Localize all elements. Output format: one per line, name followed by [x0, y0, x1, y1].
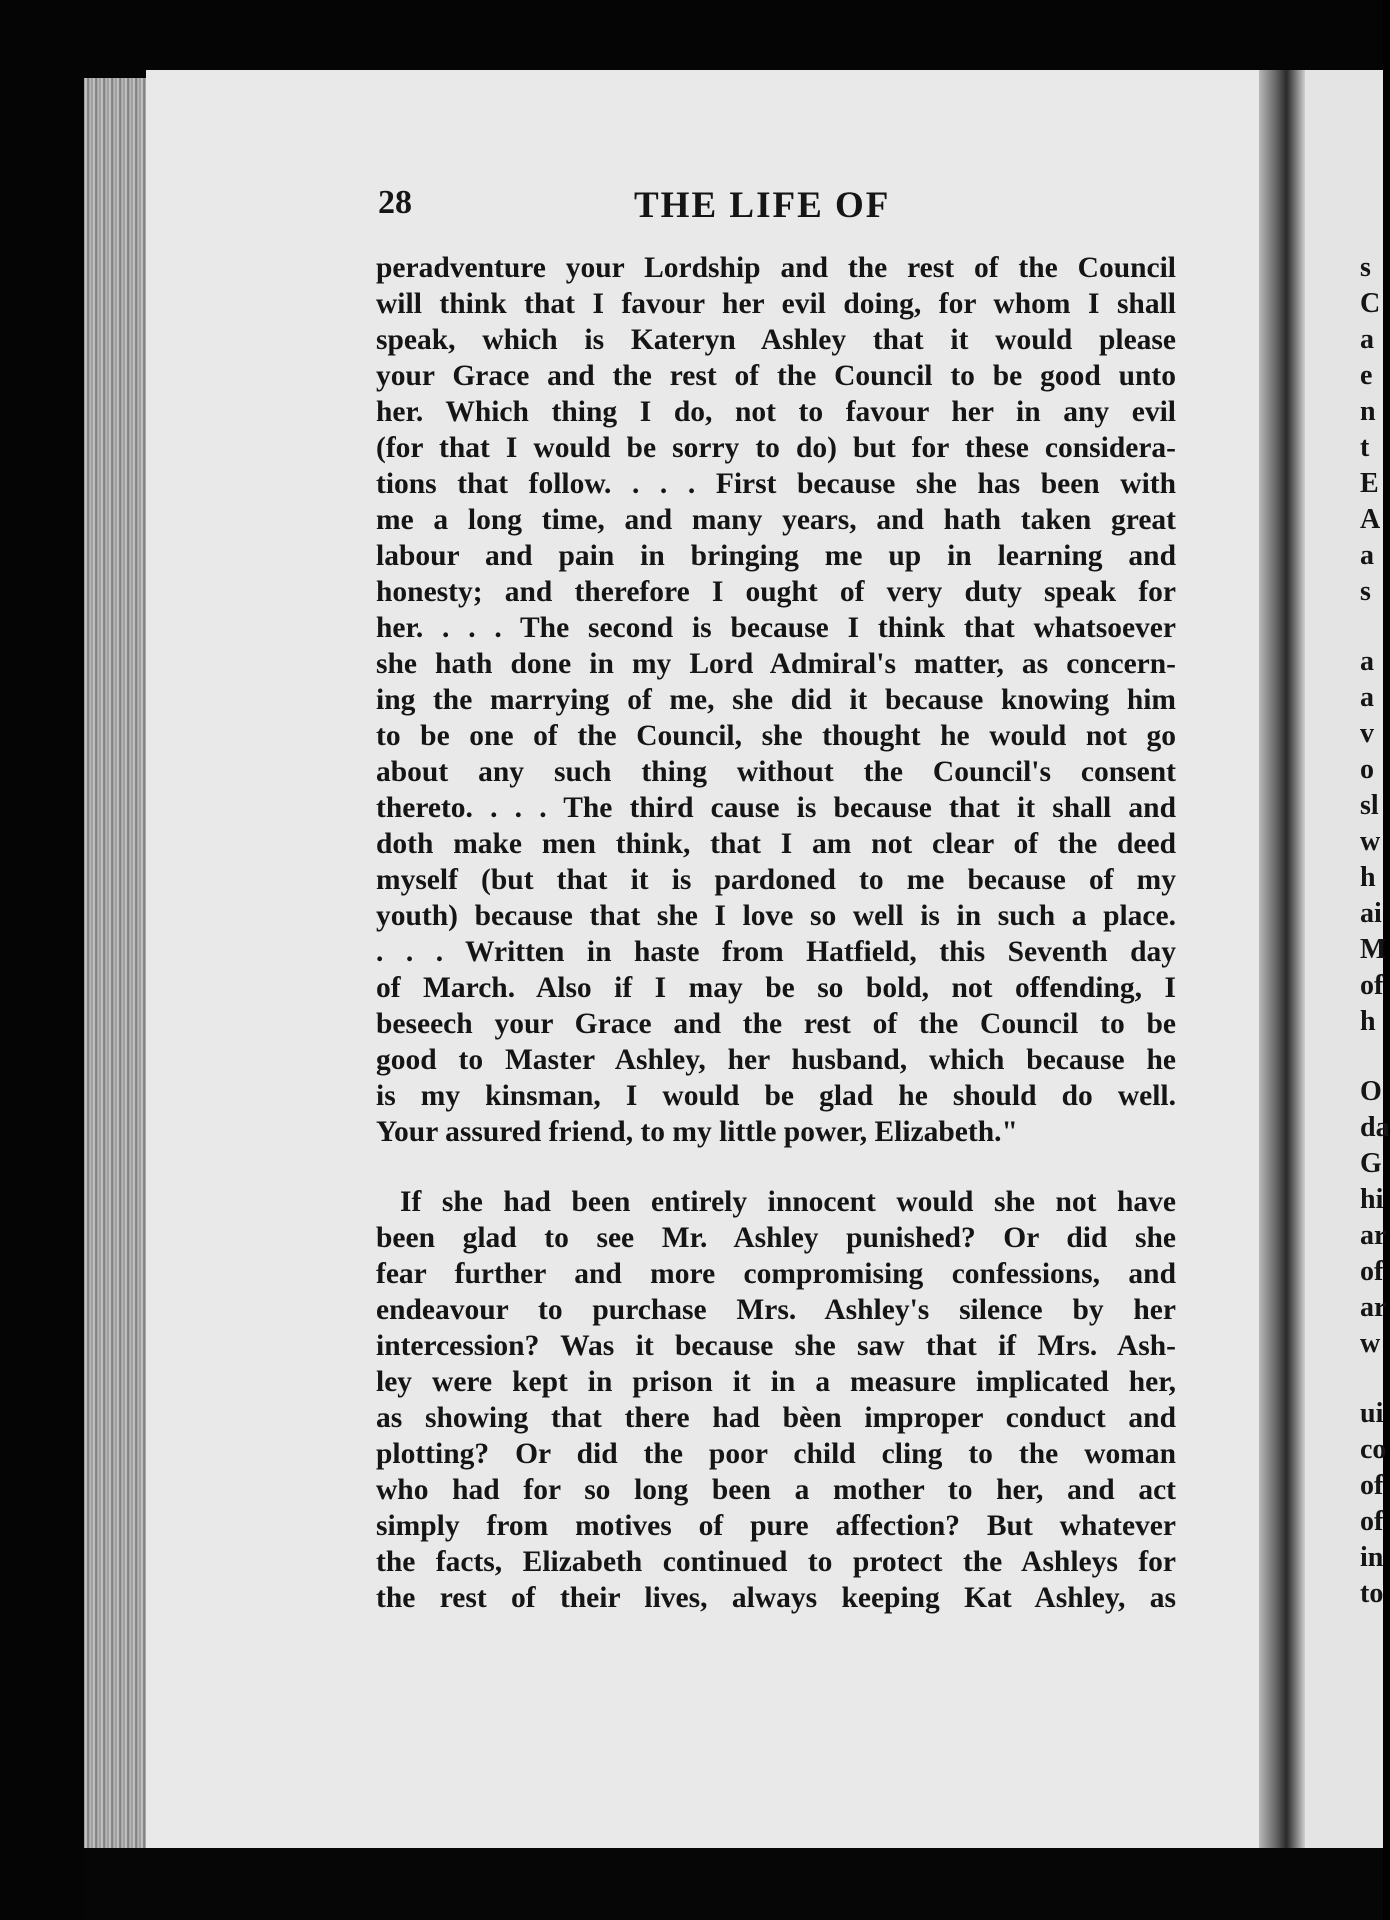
fragment: in	[1360, 1542, 1384, 1573]
commentary-paragraph	[376, 1184, 1176, 1616]
fragment: n	[1360, 396, 1376, 427]
text-line: me a long time, and many years, and hath taken great	[376, 504, 1176, 536]
fragment-gap	[1360, 1040, 1383, 1074]
fragment: co	[1360, 1434, 1387, 1465]
running-head	[378, 184, 1178, 234]
text-line: who had for so long been a mother to her, and act	[376, 1474, 1176, 1506]
fragment: to	[1360, 1578, 1384, 1609]
text-line: youth) because that she I love so well is in such a place.	[376, 900, 1176, 932]
fragment: a	[1360, 646, 1374, 677]
fragment-gap	[1360, 1362, 1383, 1396]
opposite-page-text-fragments	[1360, 250, 1390, 1612]
fragment: s	[1360, 576, 1371, 607]
text-line: to be one of the Council, she thought he would not go	[376, 720, 1176, 752]
text-line: the rest of their lives, always keeping Kat Ashley, as	[376, 1582, 1176, 1614]
text-line: ing the marrying of me, she did it because knowing him	[376, 684, 1176, 716]
text-line: the facts, Elizabeth continued to protect the Ashleys for	[376, 1546, 1176, 1578]
fragment: E	[1360, 468, 1379, 499]
fragment: O	[1360, 1076, 1382, 1107]
text-line: honesty; and therefore I ought of very duty speak for	[376, 576, 1176, 608]
text-line: simply from motives of pure affection? But whatever	[376, 1510, 1176, 1542]
text-line: Your assured friend, to my little power, Elizabeth."	[376, 1116, 1018, 1148]
fragment: h	[1360, 1006, 1376, 1037]
body-text	[376, 250, 1176, 1616]
text-line: thereto. . . . The third cause is because that it shall and	[376, 792, 1176, 824]
text-line: plotting? Or did the poor child cling to the woman	[376, 1438, 1176, 1470]
text-line: is my kinsman, I would be glad he should do well.	[376, 1080, 1176, 1112]
page-edge-stack	[84, 78, 146, 1848]
fragment: hi	[1360, 1184, 1384, 1215]
fragment: v	[1360, 718, 1374, 749]
text-line: speak, which is Kateryn Ashley that it would please	[376, 324, 1176, 356]
text-line: been glad to see Mr. Ashley punished? Or did she	[376, 1222, 1176, 1254]
text-line: as showing that there had bèen improper conduct and	[376, 1402, 1176, 1434]
fragment: a	[1360, 540, 1374, 571]
fragment: e	[1360, 360, 1373, 391]
fragment: of	[1360, 1506, 1384, 1537]
fragment: of	[1360, 1470, 1384, 1501]
fragment: s	[1360, 252, 1371, 283]
fragment: sl	[1360, 790, 1379, 821]
page-number: 28	[378, 184, 412, 221]
fragment: o	[1360, 754, 1374, 785]
fragment: t	[1360, 432, 1370, 463]
text-line: she hath done in my Lord Admiral's matter, as concern-	[376, 648, 1176, 680]
text-line: myself (but that it is pardoned to me because of my	[376, 864, 1176, 896]
fragment: M	[1360, 934, 1387, 965]
text-line: her. . . . The second is because I think that whatsoever	[376, 612, 1176, 644]
book-gutter	[1259, 70, 1305, 1848]
text-line: tions that follow. . . . First because she has been with	[376, 468, 1176, 500]
text-line: fear further and more compromising confessions, and	[376, 1258, 1176, 1290]
fragment: A	[1360, 504, 1381, 535]
text-line: If she had been entirely innocent would she not have	[400, 1186, 1176, 1218]
fragment: ai	[1360, 898, 1382, 929]
paragraph-spacer	[376, 1150, 1176, 1184]
text-line: good to Master Ashley, her husband, which because he	[376, 1044, 1176, 1076]
text-line: beseech your Grace and the rest of the Council to be	[376, 1008, 1176, 1040]
fragment-gap	[1360, 610, 1383, 644]
scan-bottom-border	[84, 1848, 1383, 1920]
text-line: doth make men think, that I am not clear of the deed	[376, 828, 1176, 860]
fragment: w	[1360, 826, 1381, 857]
text-line: peradventure your Lordship and the rest of the Council	[376, 252, 1176, 284]
fragment: G	[1360, 1148, 1382, 1179]
fragment: C	[1360, 288, 1381, 319]
fragment: ui	[1360, 1398, 1384, 1429]
fragment: ar	[1360, 1292, 1387, 1323]
fragment: a	[1360, 682, 1374, 713]
text-line: intercession? Was it because she saw that if Mrs. Ash-	[376, 1330, 1176, 1362]
text-line: about any such thing without the Council's consent	[376, 756, 1176, 788]
text-line: endeavour to purchase Mrs. Ashley's silence by her	[376, 1294, 1176, 1326]
fragment: da	[1360, 1112, 1390, 1143]
text-line: your Grace and the rest of the Council to be good unto	[376, 360, 1176, 392]
text-line: (for that I would be sorry to do) but for these considera-	[376, 432, 1176, 464]
fragment: h	[1360, 862, 1376, 893]
fragment: ar	[1360, 1220, 1387, 1251]
fragment: w	[1360, 1328, 1381, 1359]
text-line: of March. Also if I may be so bold, not offending, I	[376, 972, 1176, 1004]
text-line: her. Which thing I do, not to favour her in any evil	[376, 396, 1176, 428]
text-line: will think that I favour her evil doing, for whom I shall	[376, 288, 1176, 320]
fragment: of	[1360, 1256, 1384, 1287]
text-line: labour and pain in bringing me up in learning and	[376, 540, 1176, 572]
running-head-title: THE LIFE OF	[634, 185, 891, 226]
fragment: of	[1360, 970, 1384, 1001]
text-line: ley were kept in prison it in a measure implicated her,	[376, 1366, 1176, 1398]
letter-paragraph	[376, 250, 1176, 1150]
text-line: . . . Written in haste from Hatfield, this Seventh day	[376, 936, 1176, 968]
fragment: a	[1360, 324, 1374, 355]
